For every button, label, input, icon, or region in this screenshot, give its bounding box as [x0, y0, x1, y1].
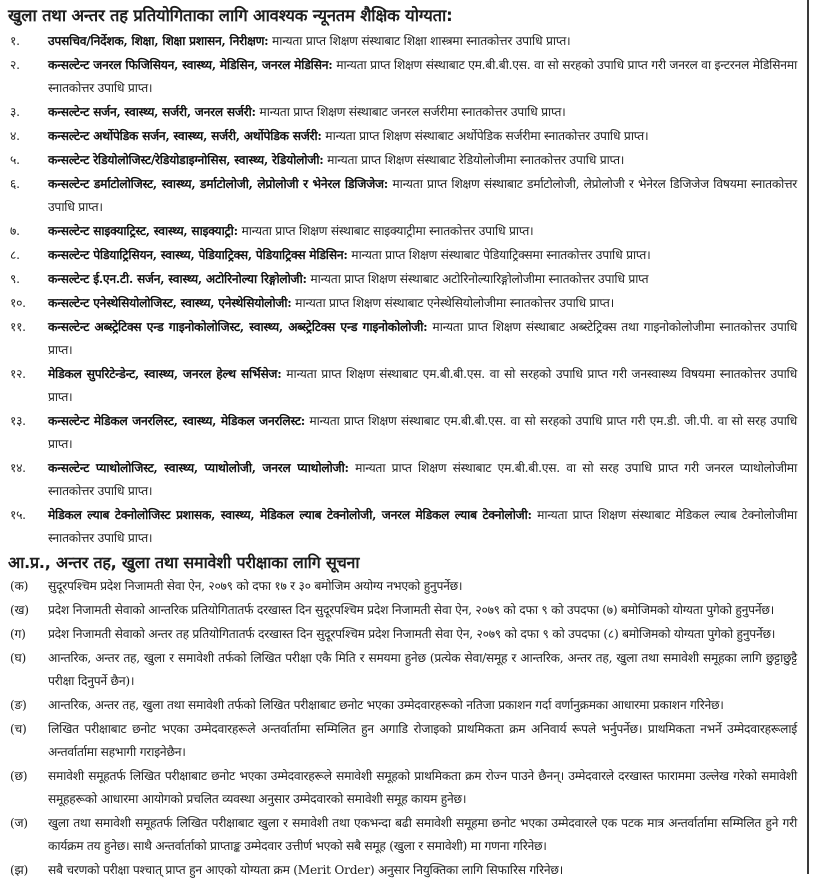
item-text: मान्यता प्राप्त शिक्षण संस्थाबाट पेडियाट्रिक्समा स्नातकोत्तर उपाधि प्राप्त।: [347, 248, 651, 262]
item-number: २.: [10, 58, 20, 72]
item-text: मान्यता प्राप्त शिक्षण संस्थाबाट अटोरिनोल्यारिङ्गोलोजीमा स्नातकोत्तर उपाधि प्राप्त: [306, 272, 649, 286]
item-body: [48, 363, 797, 409]
item-text: आन्तरिक, अन्तर तह, खुला तथा समावेशी तर्फको लिखित परीक्षाबाट छनोट भएका उम्मेदवारहरूको नतिजा प्रकाशन गर्दा वर्णानुक्रमका आधारमा प्रकाशन गरिनेछ।: [48, 698, 724, 712]
item-body: [48, 220, 797, 243]
list-item: [8, 599, 797, 622]
item-body: [48, 647, 797, 693]
item-title: कन्सल्टेन्ट सर्जन, स्वास्थ्य, सर्जरी, जनरल सर्जरी:: [48, 105, 256, 119]
list-item: [8, 410, 797, 456]
item-text: मान्यता प्राप्त शिक्षण संस्थाबाट एम.बी.बी.एस. वा सो सरह उपाधि प्राप्त गरी जनरल प्याथोलोजीमा स्नातकोत्तर उपाधि प्राप्त।: [48, 461, 797, 498]
list-item: [8, 504, 797, 550]
item-body: [48, 316, 797, 362]
item-title: कन्सल्टेन्ट पेडियाट्रिसियन, स्वास्थ्य, पेडियाट्रिक्स, पेडियाट्रिक्स मेडिसिन:: [48, 248, 348, 262]
exam-notice-list: [8, 575, 797, 882]
item-text: मान्यता प्राप्त शिक्षण संस्थाबाट एम.बी.बी.एस. वा सो सरहको उपाधि प्राप्त गरी जनरल वा इन्टरनल मेडिसिनमा स्नातकोत्तर उपाधि प्राप्त।: [48, 58, 798, 95]
item-body: [48, 244, 797, 267]
item-text: मान्यता प्राप्त शिक्षण संस्थाबाट डर्माटोलोजी, लेप्रोलोजी र भेनेरल डिजिजेज विषयमा स्नातकोत्तर उपाधि प्राप्त।: [48, 177, 797, 214]
item-body: [48, 718, 797, 764]
item-number: ६.: [10, 177, 20, 191]
item-text: सुदूरपश्चिम प्रदेश निजामती सेवा ऐन, २०७९ को दफा १७ र ३० बमोजिम अयोग्य नभएको हुनुपर्नेछ।: [48, 579, 463, 593]
qualification-list: [8, 30, 797, 550]
list-item: [8, 101, 797, 124]
item-number: ३.: [10, 105, 20, 119]
item-number: (झ): [10, 863, 28, 877]
item-title: मेडिकल सुपरिटेन्डेन्ट, स्वास्थ्य, जनरल हेल्थ सर्भिसेज:: [48, 367, 282, 381]
item-text: प्रदेश निजामती सेवाको अन्तर तह प्रतियोगितातर्फ दरखास्त दिन सुदूरपश्चिम प्रदेश निजामती सेवा ऐन, २०७९ को दफा ९ को उपदफा (८) बमोजिमको योग्यता पुगेको हुनुपर्नेछ।: [48, 627, 776, 641]
list-item: [8, 718, 797, 764]
item-number: १.: [10, 34, 20, 48]
item-text: मान्यता प्राप्त शिक्षण संस्थाबाट रेडियोलोजीमा स्नातकोत्तर उपाधि प्राप्त।: [323, 153, 625, 167]
item-body: [48, 694, 797, 717]
item-title: कन्सल्टेन्ट ई.एन.टी. सर्जन, स्वास्थ्य, अटोरिनोल्या रिङ्गोलोजी:: [48, 272, 307, 286]
list-item: [8, 457, 797, 503]
section-heading-qualifications: खुला तथा अन्तर तह प्रतियोगिताका लागि आवश्यक न्यूनतम शैक्षिक योग्यता:: [8, 6, 453, 25]
list-item: [8, 575, 797, 598]
list-item: [8, 54, 797, 100]
list-item: [8, 363, 797, 409]
list-item: [8, 244, 797, 267]
list-item: [8, 765, 797, 811]
item-number: ८.: [10, 248, 20, 262]
item-body: [48, 54, 797, 100]
list-item: [8, 812, 797, 858]
item-title: कन्सल्टेन्ट अब्स्ट्रेटिक्स एन्ड गाइनोकोलोजिस्ट, स्वास्थ्य, अब्स्ट्रेटिक्स एन्ड गाइनोकोलोजी:: [48, 320, 428, 334]
item-body: [48, 765, 797, 811]
list-item: [8, 316, 797, 362]
item-text: मान्यता प्राप्त शिक्षण संस्थाबाट एम.बी.बी.एस. वा सो सरहको उपाधि प्राप्त गरी जनस्वास्थ्य विषयमा स्नातकोत्तर उपाधि प्राप्त।: [48, 367, 797, 404]
item-title: मेडिकल ल्याब टेक्नोलोजिस्ट प्रशासक, स्वास्थ्य, मेडिकल ल्याब टेक्नोलोजी, जनरल मेडिकल ल्याब टेक्नोलोजी:: [48, 508, 532, 522]
item-text: मान्यता प्राप्त शिक्षण संस्थाबाट मेडिकल ल्याब टेक्नोलोजीमा स्नातकोत्तर उपाधि प्राप्त।: [48, 508, 797, 545]
item-text: प्रदेश निजामती सेवाको आन्तरिक प्रतियोगितातर्फ दरखास्त दिन सुदूरपश्चिम प्रदेश निजामती सेवा ऐन, २०७९ को दफा ९ को उपदफा (७) बमोजिमको योग्यता पुगेको हुनुपर्नेछ।: [48, 603, 774, 617]
item-body: [48, 30, 797, 53]
item-number: १४.: [10, 461, 26, 475]
item-text: मान्यता प्राप्त शिक्षण संस्थाबाट जनरल सर्जरीमा स्नातकोत्तर उपाधि प्राप्त।: [255, 105, 566, 119]
list-item: [8, 30, 797, 53]
item-title: कन्सल्टेन्ट साइक्याट्रिस्ट, स्वास्थ्य, साइक्याट्री:: [48, 224, 238, 238]
item-body: [48, 101, 797, 124]
item-number: ४.: [10, 129, 20, 143]
item-text: मान्यता प्राप्त शिक्षण संस्थाबाट अब्स्टेट्रिक्स तथा गाइनोकोलोजीमा स्नातकोत्तर उपाधि प्राप्त।: [48, 320, 798, 357]
item-text: मान्यता प्राप्त शिक्षण संस्थाबाट एनेस्थेसियोलोजीमा स्नातकोत्तर उपाधि प्राप्त।: [291, 296, 614, 310]
item-title: कन्सल्टेन्ट अर्थोपेडिक सर्जन, स्वास्थ्य, सर्जरी, अर्थोपेडिक सर्जरी:: [48, 129, 322, 143]
item-number: ९.: [10, 272, 20, 286]
item-title: कन्सल्टेन्ट एनेस्थेसियोलोजिस्ट, स्वास्थ्य, एनेस्थेसियोलोजी:: [48, 296, 292, 310]
item-number: १२.: [10, 367, 26, 381]
item-text: सबै चरणको परीक्षा पश्चात् प्राप्त हुन आएको योग्यता क्रम (Merit Order) अनुसार नियुक्तिका लागि सिफारिस गरिनेछ।: [48, 863, 563, 877]
item-number: ७.: [10, 224, 20, 238]
item-body: [48, 268, 797, 291]
item-text: मान्यता प्राप्त शिक्षण संस्थाबाट शिक्षा शास्त्रमा स्नातकोत्तर उपाधि प्राप्त।: [268, 34, 571, 48]
item-text: समावेशी समूहतर्फ लिखित परीक्षाबाट छनोट भएका उम्मेदवारहरूले समावेशी समूहको प्राथमिकता क्रम रोज्न पाउने छैनन्। उम्मेदवारले दरखास्त फाराममा उल्लेख गरेको समावेशी समूहहरूको आधारमा आयोगको प्रचलित व्यवस्था अनुसार उम्मेदवारको समावेशी समूह कायम हुनेछ।: [48, 769, 797, 806]
list-item: [8, 647, 797, 693]
item-title: कन्सल्टेन्ट डर्माटोलोजिस्ट, स्वास्थ्य, डर्माटोलोजी, लेप्रोलोजी र भेनेरल डिजिजेज:: [48, 177, 389, 191]
item-number: (ख): [10, 603, 29, 617]
item-title: उपसचिव/निर्देशक, शिक्षा, शिक्षा प्रशासन, निरीक्षण:: [48, 34, 269, 48]
list-item: [8, 292, 797, 315]
item-number: १५.: [10, 508, 26, 522]
item-title: कन्सल्टेन्ट रेडियोलोजिस्ट/रेडियोडाइग्नोसिस, स्वास्थ्य, रेडियोलोजी:: [48, 153, 324, 167]
item-body: [48, 457, 797, 503]
item-text: खुला तथा समावेशी समूहतर्फ लिखित परीक्षाबाट खुला र समावेशी तथा एकभन्दा बढी समावेशी समूहमा छनोट भएका उम्मेदवारले एक पटक मात्र अन्तर्वार्तामा सम्मिलित हुने गरी कार्यक्रम तय हुनेछ। साथै अन्तर्वार्ताको प्राप्ताङ्क उम्मेदवार उत्तीर्ण भएको सबै समूह (खुला र समावेशी) मा गणना गरिनेछ।: [48, 816, 797, 853]
item-number: ११.: [10, 320, 26, 334]
item-text: लिखित परीक्षाबाट छनोट भएका उम्मेदवारहरूले अन्तर्वार्तामा सम्मिलित हुन अगाडि रोजाइको प्राथमिकता क्रम अनिवार्य रूपले भर्नुपर्नेछ। प्राथमिकता नभर्ने उम्मेदवारहरूलाई अन्तर्वार्तामा सहभागी गराइनेछैन।: [48, 722, 797, 759]
item-title: कन्सल्टेन्ट प्याथोलोजिस्ट, स्वास्थ्य, प्याथोलोजी, जनरल प्याथोलोजी:: [48, 461, 349, 475]
item-body: [48, 410, 797, 456]
item-title: कन्सल्टेन्ट मेडिकल जनरलिस्ट, स्वास्थ्य, मेडिकल जनरलिस्ट:: [48, 414, 306, 428]
item-body: [48, 173, 797, 219]
item-body: [48, 812, 797, 858]
item-body: [48, 125, 797, 148]
item-number: (ग): [10, 627, 26, 641]
item-body: [48, 859, 797, 882]
list-item: [8, 173, 797, 219]
item-body: [48, 292, 797, 315]
item-number: (च): [10, 722, 27, 736]
item-number: ५.: [10, 153, 20, 167]
item-text: आन्तरिक, अन्तर तह, खुला र समावेशी तर्फको लिखित परीक्षा एकै मिति र समयमा हुनेछ (प्रत्येक सेवा/समूह र आन्तरिक, अन्तर तह, खुला तथा समावेशी समूहका लागि छुट्टाछुट्टै परीक्षा दिनुपर्ने छैन)।: [48, 651, 797, 688]
item-body: [48, 575, 797, 598]
item-number: (क): [10, 579, 29, 593]
section-heading-exam-notice: आ.प्र., अन्तर तह, खुला तथा समावेशी परीक्षाका लागि सूचना: [8, 553, 360, 572]
item-body: [48, 149, 797, 172]
item-text: मान्यता प्राप्त शिक्षण संस्थाबाट एम.बी.बी.एस. वा सो सरहको उपाधि प्राप्त गरी एम.डी. जी.पी. वा सो सरह उपाधि प्राप्त।: [48, 414, 797, 451]
item-text: मान्यता प्राप्त शिक्षण संस्थाबाट साइक्याट्रीमा स्नातकोत्तर उपाधि प्राप्त।: [237, 224, 534, 238]
item-number: १३.: [10, 414, 26, 428]
item-body: [48, 599, 797, 622]
item-number: (ङ): [10, 698, 27, 712]
item-body: [48, 504, 797, 550]
item-number: १०.: [10, 296, 26, 310]
list-item: [8, 125, 797, 148]
list-item: [8, 149, 797, 172]
list-item: [8, 623, 797, 646]
item-title: कन्सल्टेन्ट जनरल फिजिसियन, स्वास्थ्य, मेडिसिन, जनरल मेडिसिन:: [48, 58, 333, 72]
item-body: [48, 623, 797, 646]
list-item: [8, 268, 797, 291]
item-text: मान्यता प्राप्त शिक्षण संस्थाबाट अर्थोपेडिक सर्जरीमा स्नातकोत्तर उपाधि प्राप्त।: [321, 129, 649, 143]
item-number: (घ): [10, 651, 26, 665]
list-item: [8, 220, 797, 243]
list-item: [8, 694, 797, 717]
item-number: (छ): [10, 769, 28, 783]
list-item: [8, 859, 797, 882]
item-number: (ज): [10, 816, 28, 830]
